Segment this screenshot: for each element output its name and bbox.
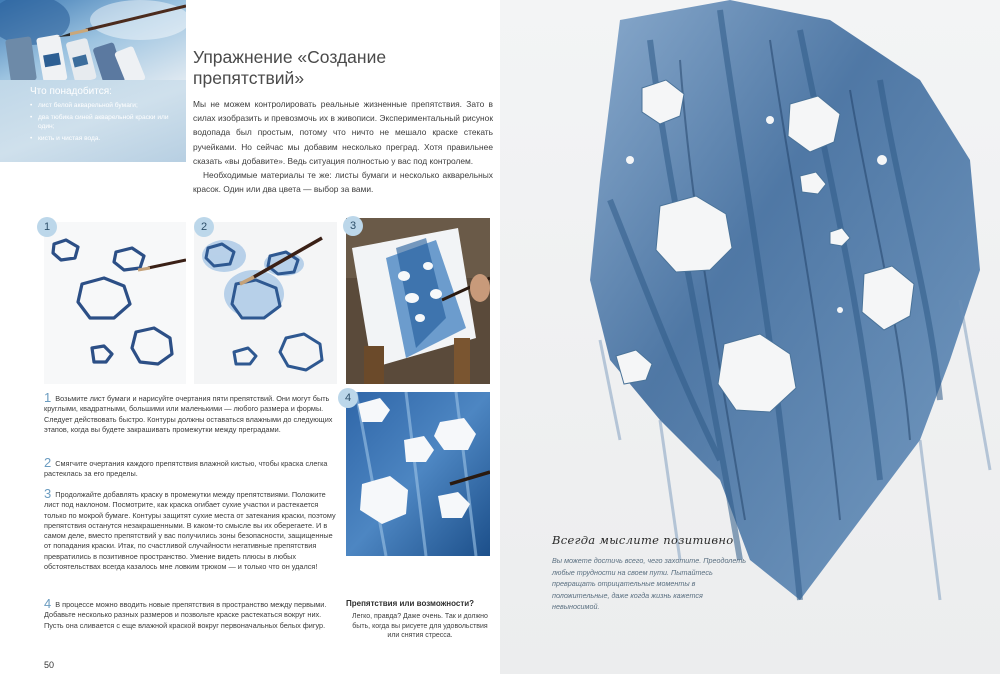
positive-title: Всегда мыслите позитивно xyxy=(552,533,734,547)
step-4-text: В процессе можно вводить новые препятствия в пространство между первыми. Добавьте несколько разных размеров и позвольте краске растекаться вокруг них. Пусть она сливается с еще влажной краской вокруг первоначальных белых фигур. xyxy=(44,600,327,630)
step-photo-1-label: 1 xyxy=(37,217,57,237)
exercise-title-line2: препятствий» xyxy=(193,68,305,88)
materials-box xyxy=(0,80,186,162)
aside-body: Легко, правда? Даже очень. Так и должно быть, когда вы рисуете для удовольствия или снятия стресса. xyxy=(352,613,488,640)
step-1-number: 1 xyxy=(44,390,52,405)
aside-title: Препятствия или возможности? xyxy=(346,599,475,608)
step-photo-3 xyxy=(346,218,490,384)
exercise-title xyxy=(193,47,493,89)
step-1 xyxy=(44,390,336,435)
step-photo-2-label: 2 xyxy=(194,217,214,237)
step-3-number: 3 xyxy=(44,486,52,501)
intro-paragraph-1: Мы не можем контролировать реальные жизненные препятствия. Зато в силах изобразить и превозмочь их в живописи. Экспериментальный рисунок водопада был простым, потому что ничто не мешало краске стекать ручейками. Но сейчас мы добавим несколько преград. Хотя правильнее сказать «вы добавите». Ведь ситуация полностью у вас под контролем. xyxy=(193,99,493,166)
step-2-text: Смягчите очертания каждого препятствия влажной кистью, чтобы краска слегка растеклась за его пределы. xyxy=(44,459,328,479)
exercise-title-line1: Упражнение «Создание xyxy=(193,47,387,67)
materials-item: • кисть и чистая вода. xyxy=(30,134,176,143)
materials-list xyxy=(30,101,176,143)
materials-item: • два тюбика синей акварельной краски или один; xyxy=(30,113,176,131)
intro-paragraph-2: Необходимые материалы те же: листы бумаги и несколько акварельных красок. Один или два цвета — выбор за вами. xyxy=(193,170,493,195)
step-photo-1 xyxy=(44,222,186,384)
materials-title: Что понадобится: xyxy=(30,86,112,97)
intro-text xyxy=(193,97,493,196)
step-2-number: 2 xyxy=(44,455,52,470)
step-3 xyxy=(44,486,336,572)
paint-tubes-photo xyxy=(0,0,186,80)
step-2 xyxy=(44,455,336,480)
step-3-text: Продолжайте добавлять краску в промежутки между препятствиями. Положите лист под наклоном. Посмотрите, как краска огибает сухие участки и растекается только по мокрой бумаге. Контуры защитят сухие места от затекания краски, поэтому препятствия останутся незакрашенными. В каком-то смысле вы их оберегаете. И в самом деле, вместо препятствий у вас получились зоны безопасности, защищенные от попадания краски. Итак, по счастливой случайности негативные препятствия превратились в позитивное пространство. Умение видеть плюсы в любых обстоятельствах всегда казалось мне ловким трюком — и только что он удался! xyxy=(44,490,336,572)
step-4 xyxy=(44,596,336,631)
step-1-text: Возьмите лист бумаги и нарисуйте очертания пяти препятствий. Они могут быть круглыми, квадратными, большими или маленькими — любого размера и формы. Следует действовать быстро. Контуры должны оставаться влажными до следующих этапов, когда вы будете закрашивать промежутки между преградами. xyxy=(44,394,333,434)
step-photo-4-label: 4 xyxy=(338,388,358,408)
step-4-number: 4 xyxy=(44,596,52,611)
positive-body: Вы можете достичь всего, чего захотите. Преодолеть любые трудности на своем пути. Пытайтесь превращать отрицательные моменты в положительные, даже когда жизнь кажется невыносимой. xyxy=(552,556,747,612)
step-photo-2 xyxy=(194,222,337,384)
materials-item: • лист белой акварельной бумаги; xyxy=(30,101,176,110)
step-photo-4 xyxy=(346,392,490,556)
step-photo-3-label: 3 xyxy=(343,216,363,236)
page-number: 50 xyxy=(44,660,55,670)
